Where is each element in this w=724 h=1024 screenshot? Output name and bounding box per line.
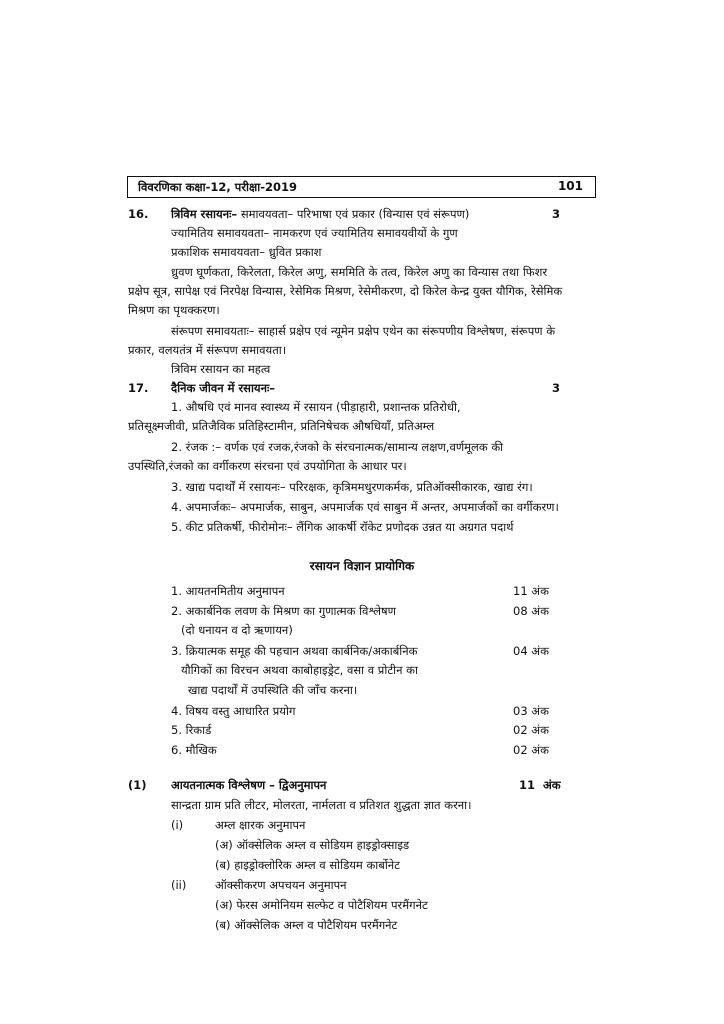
- practical-item-4: 4. विषय वस्तु आधारित प्रयोग: [171, 704, 296, 718]
- subsection-i-title: अम्ल क्षारक अनुमापन: [215, 818, 306, 832]
- header-title: विवरणिका कक्षा-12, परीक्षा-2019: [138, 180, 297, 194]
- text-line: प्रकार, वलयतंत्र में संरूपण समावयता।: [128, 343, 287, 357]
- text-line: प्रकाशिक समावयवता– ध्रुवित प्रकाश: [171, 245, 322, 259]
- practical-item-5-marks: 02 अंक: [513, 723, 549, 737]
- subsection-ii-item-a: (अ) फेरस अमोनियम सल्फेट व पोटैशियम परमैंगनेट: [215, 898, 428, 912]
- section-17-marks: 3: [552, 381, 561, 395]
- practical-item-3-line-3: खाद्य पदार्थों में उपस्थिति की जाँच करना।: [188, 683, 358, 697]
- section-16-title: त्रिविम रसायनः–: [171, 207, 238, 221]
- text-line: मिश्रण का पृथक्करण।: [128, 303, 220, 317]
- subsection-i-item-a: (अ) ऑक्सेलिक अम्ल व सोडियम हाइड्रोक्साइड: [215, 838, 410, 852]
- practical-item-2: 2. अकार्बनिक लवण के मिश्रण का गुणात्मक विश्लेषण: [171, 604, 396, 618]
- subsection-ii-number: (ii): [171, 878, 187, 892]
- practical-item-3-marks: 04 अंक: [513, 644, 549, 658]
- practical-item-3: 3. क्रियात्मक समूह की पहचान अथवा कार्बनिक/अकार्बनिक: [171, 644, 418, 658]
- page-header: [127, 176, 596, 198]
- section-16-title-rest: समावयवता– परिभाषा एवं प्रकार (विन्यास एवं संरूपण): [240, 207, 470, 221]
- practical-item-2-marks: 08 अंक: [513, 604, 549, 618]
- subsection-i-number: (i): [171, 818, 184, 832]
- text-line: संरूपण समावयताः– साहार्स प्रक्षेप एवं न्यूमेन प्रक्षेप एथेन का संरूपणीय विश्लेषण, संरूपण के: [171, 324, 556, 338]
- text-line: ज्यामितिय समावयवता– नामकरण एवं ज्यामितिय समावयवीयों के गुण: [171, 226, 458, 240]
- page-number: 101: [557, 179, 583, 193]
- practical-item-5: 5. रिकार्ड: [171, 723, 212, 737]
- text-line: उपस्थिति,रंजको का वर्गीकरण संरचना एवं उपयोगिता के आधार पर।: [128, 459, 407, 473]
- text-line: त्रिविम रसायन का महत्व: [171, 362, 271, 376]
- practical-item-1: 1. आयतनमितीय अनुमापन: [171, 584, 285, 598]
- subsection-ii-item-b: (ब) ऑक्सेलिक अम्ल व पोटैशियम परमैंगनेट: [215, 918, 398, 932]
- volumetric-number: (1): [128, 778, 147, 792]
- volumetric-title: आयतनात्मक विश्लेषण – द्विअनुमापन: [171, 778, 327, 792]
- section-16-heading: [171, 206, 469, 222]
- section-16-marks: 3: [552, 207, 561, 221]
- practical-item-1-marks: 11 अंक: [513, 584, 549, 598]
- volumetric-marks: 11 अंक: [519, 778, 561, 792]
- text-line: 5. कीट प्रतिकर्षी, फीरोमोनः– लैंगिक आकर्षी रॉकेट प्रणोदक उन्नत या अग्रगत पदार्थ: [171, 520, 514, 534]
- text-line: ध्रुवण घूर्णकता, किरेलता, किरेल अणु, सममिति के तत्व, किरेल अणु का विन्यास तथा फिशर: [171, 265, 548, 279]
- practical-item-6: 6. मौखिक: [171, 743, 217, 757]
- section-16-number: 16.: [128, 207, 149, 221]
- text-line: प्रक्षेप सूत्र, सापेक्ष एवं निरपेक्ष विन्यास, रेसेमिक मिश्रण, रेसेमीकरण, दो किरेल केन्द्र युक्त यौगिक, रेसेमिक: [128, 284, 563, 298]
- practical-item-2-line-2: (दो धनायन व दो ऋणायन): [181, 623, 293, 637]
- text-line: 2. रंजक :– वर्णक एवं रजक,रंजको के संरचनात्मक/सामान्य लक्षण,वर्णमूलक की: [171, 440, 504, 454]
- text-line: 4. अपमार्जकः– अपमार्जक, साबुन, अपमार्जक एवं साबुन में अन्तर, अपमार्जकों का वर्गीकरण।: [171, 500, 559, 514]
- section-17-number: 17.: [128, 381, 149, 395]
- practical-heading: रसायन विज्ञान प्रायोगिक: [309, 559, 415, 573]
- text-line: 1. औषधि एवं मानव स्वास्थ्य में रसायन (पीड़ाहारी, प्रशान्तक प्रतिरोधी,: [171, 400, 461, 414]
- section-17-title: दैनिक जीवन में रसायनः–: [171, 381, 276, 395]
- volumetric-intro: सान्द्रता ग्राम प्रति लीटर, मोलरता, नार्मलता व प्रतिशत शुद्धता ज्ञात करना।: [171, 798, 472, 812]
- practical-item-4-marks: 03 अंक: [513, 704, 549, 718]
- practical-item-6-marks: 02 अंक: [513, 743, 549, 757]
- subsection-ii-title: ऑक्सीकरण अपचयन अनुमापन: [215, 878, 347, 892]
- practical-item-3-line-2: यौगिकों का विरचन अथवा काबोहाइड्रेट, वसा व प्रोटीन का: [181, 663, 418, 677]
- text-line: 3. खाद्य पदार्थों में रसायनः– परिरक्षक, कृत्रिममधुरणकर्मक, प्रतिऑक्सीकारक, खाद्य रंग।: [171, 480, 533, 494]
- text-line: प्रतिसूक्ष्मजीवी, प्रतिजैविक प्रतिहिस्टामीन, प्रतिनिषेचक औषधियाँ, प्रतिअम्ल: [128, 419, 435, 433]
- subsection-i-item-b: (ब) हाइड्रोक्लोरिक अम्ल व सोडियम कार्बोनेट: [215, 858, 400, 872]
